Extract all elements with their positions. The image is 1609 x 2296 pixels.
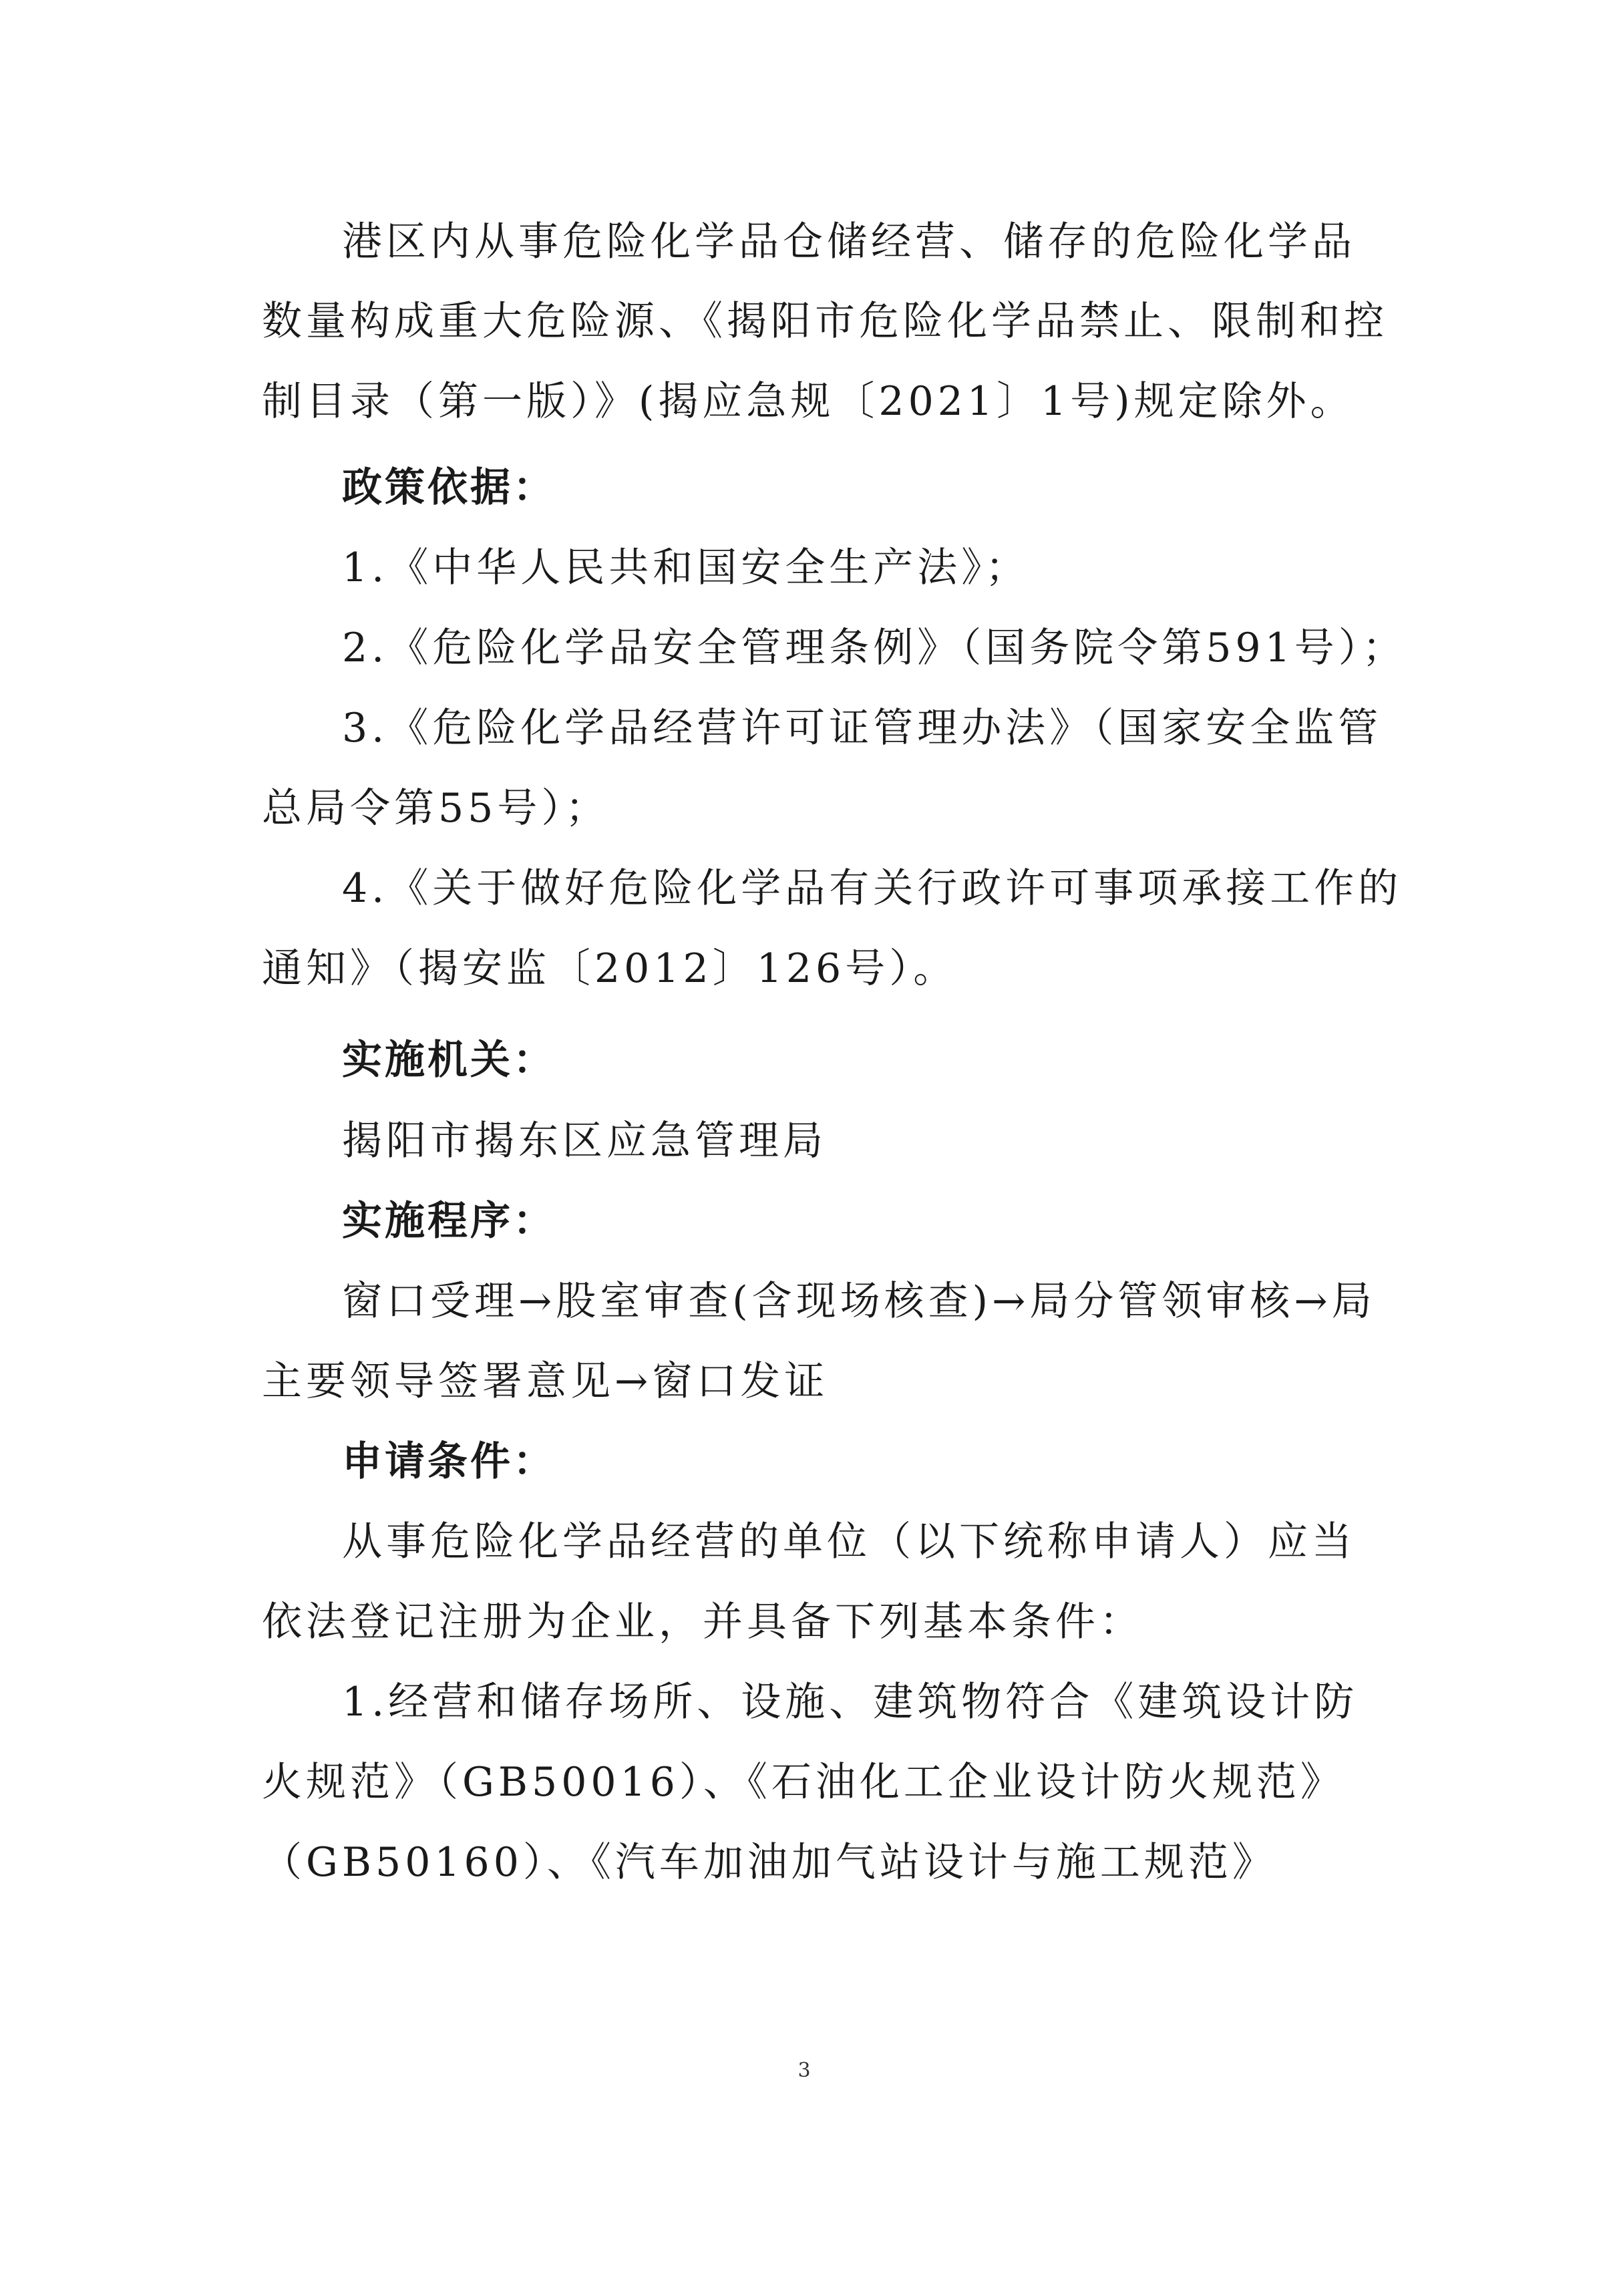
implementing-agency-value: 揭阳市揭东区应急管理局	[342, 1118, 827, 1164]
intro-line-2: 数量构成重大危险源、《揭阳市危险化学品禁止、限制和控	[262, 298, 1388, 345]
policy-item-4-line-2: 通知》（揭安监〔2012〕126号）。	[262, 945, 958, 992]
policy-item-1: 1.《中华人民共和国安全生产法》；	[342, 544, 1030, 591]
procedure-heading: 实施程序：	[342, 1198, 556, 1245]
policy-item-2: 2.《危险化学品安全管理条例》（国务院令第591号）；	[342, 625, 1407, 671]
implementing-agency-heading: 实施机关：	[342, 1037, 556, 1084]
conditions-intro-line-1: 从事危险化学品经营的单位（以下统称申请人）应当	[342, 1518, 1356, 1565]
intro-line-1: 港区内从事危险化学品仓储经营、储存的危险化学品	[342, 218, 1356, 265]
policy-item-3-line-2: 总局令第55号）；	[262, 785, 610, 832]
conditions-item-1-line-3: （GB50160）、《汽车加油加气站设计与施工规范》	[262, 1839, 1276, 1886]
intro-line-3: 制目录（第一版）》(揭应急规〔2021〕1号)规定除外。	[262, 378, 1355, 425]
conditions-item-1-line-1: 1.经营和储存场所、设施、建筑物符合《建筑设计防	[342, 1679, 1359, 1726]
policy-item-3-line-1: 3.《危险化学品经营许可证管理办法》（国家安全监管	[342, 705, 1383, 752]
conditions-heading: 申请条件：	[342, 1438, 556, 1485]
policy-basis-heading: 政策依据：	[342, 464, 556, 511]
procedure-line-1: 窗口受理→股室审查(含现场核查)→局分管领审核→局	[342, 1278, 1376, 1325]
conditions-intro-line-2: 依法登记注册为企业，并具备下列基本条件：	[262, 1599, 1143, 1645]
policy-item-4-line-1: 4.《关于做好危险化学品有关行政许可事项承接工作的	[342, 865, 1403, 912]
conditions-item-1-line-2: 火规范》（GB50016）、《石油化工企业设计防火规范》	[262, 1759, 1345, 1806]
page-number: 3	[797, 2059, 811, 2082]
procedure-line-2: 主要领导签署意见→窗口发证	[262, 1358, 829, 1405]
